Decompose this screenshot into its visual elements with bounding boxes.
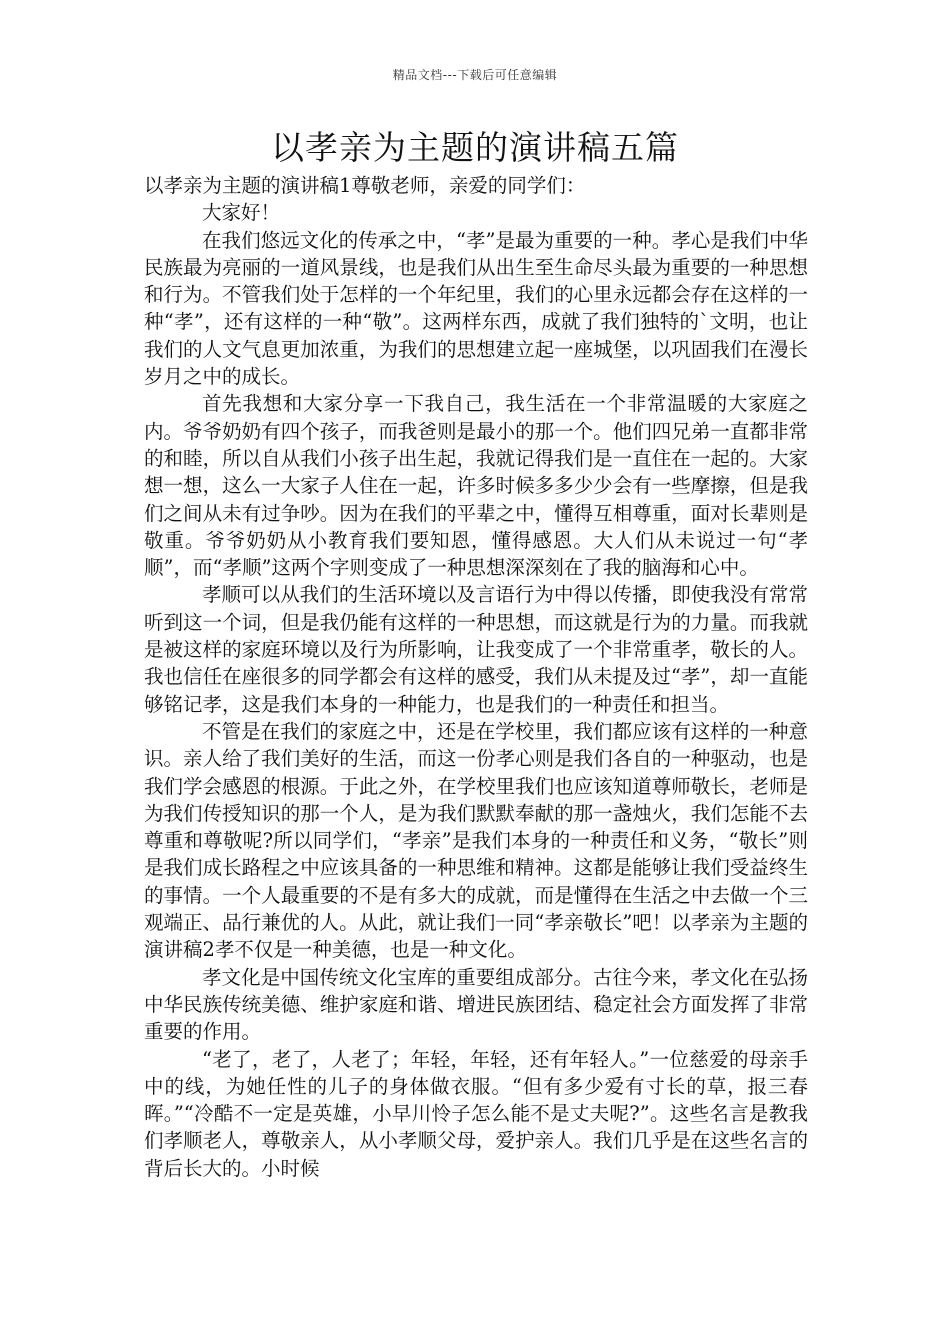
paragraph: 在我们悠远文化的传承之中，“孝”是最为重要的一种。孝心是我们中华民族最为亮丽的一道风景线，也是我们从出生至生命尽头最为重要的一种思想和行为。不管我们处于怎样的一个年纪里，我们的心里永远都会存在这样的一种“孝”，还有这样的一种“敬”。这两样东西，成就了我们独特的`文明，也让我们的人文气息更加浓重，为我们的思想建立起一座城堡，以巩固我们在漫长岁月之中的成长。 bbox=[144, 228, 808, 389]
paragraph: 孝文化是中国传统文化宝库的重要组成部分。古往今来，孝文化在弘扬中华民族传统美德、维护家庭和谐、增进民族团结、稳定社会方面发挥了非常重要的作用。 bbox=[144, 965, 808, 1044]
paragraph: 首先我想和大家分享一下我自己，我生活在一个非常温暖的大家庭之内。爷爷奶奶有四个孩子，而我爸则是最小的那一个。他们四兄弟一直都非常的和睦，所以自从我们小孩子出生起，我就记得我们是一直住在一起的。大家想一想，这么一大家子人住在一起，许多时候多多少少会有一些摩擦，但是我们之间从未有过争吵。因为在我们的平辈之中，懂得互相尊重，面对长辈则是敬重。爷爷奶奶从小教育我们要知恩，懂得感恩。大人们从未说过一句“孝顺”，而“孝顺”这两个字则变成了一种思想深深刻在了我的脑海和心中。 bbox=[144, 392, 808, 580]
header-note: 精品文档---下载后可任意编辑 bbox=[392, 68, 558, 82]
document-title: 以孝亲为主题的演讲稿五篇 bbox=[271, 128, 679, 167]
paragraph: 孝顺可以从我们的生活环境以及言语行为中得以传播，即使我没有常常听到这一个词，但是我仍能有这样的一种思想，而这就是行为的力量。而我就是被这样的家庭环境以及行为所影响，让我变成了一个非常重孝，敬长的人。我也信任在座很多的同学都会有这样的感受，我们从未提及过“孝”，却一直能够铭记孝，这是我们本身的一种能力，也是我们的一种责任和担当。 bbox=[144, 583, 808, 716]
paragraph: “老了，老了，人老了；年轻，年轻，还有年轻人。”一位慈爱的母亲手中的线，为她任性的儿子的身体做衣服。“但有多少爱有寸长的草，报三春晖。”“冷酷不一定是英雄，小早川怜子怎么能不是丈夫呢?”。这些名言是教我们孝顺老人，尊敬亲人，从小孝顺父母，爱护亲人。我们几乎是在这些名言的背后长大的。小时候 bbox=[144, 1047, 808, 1180]
paragraph-greeting: 大家好！ bbox=[202, 201, 281, 225]
document-body bbox=[144, 172, 808, 1182]
paragraph-opening: 以孝亲为主题的演讲稿1尊敬老师，亲爱的同学们： bbox=[144, 174, 586, 197]
paragraph: 不管是在我们的家庭之中，还是在学校里，我们都应该有这样的一种意识。亲人给了我们美好的生活，而这一份孝心则是我们各自的一种驱动，也是我们学会感恩的根源。于此之外，在学校里我们也应该知道尊师敬长，老师是为我们传授知识的那一个人，是为我们默默奉献的那一盏烛火，我们怎能不去尊重和尊敬呢?所以同学们，“孝亲”是我们本身的一种责任和义务，“敬长”则是我们成长路程之中应该具备的一种思维和精神。这都是能够让我们受益终生的事情。一个人最重要的不是有多大的成就，而是懂得在生活之中去做一个三观端正、品行兼优的人。从此，就让我们一同“孝亲敬长”吧！以孝亲为主题的演讲稿2孝不仅是一种美德，也是一种文化。 bbox=[144, 719, 808, 962]
